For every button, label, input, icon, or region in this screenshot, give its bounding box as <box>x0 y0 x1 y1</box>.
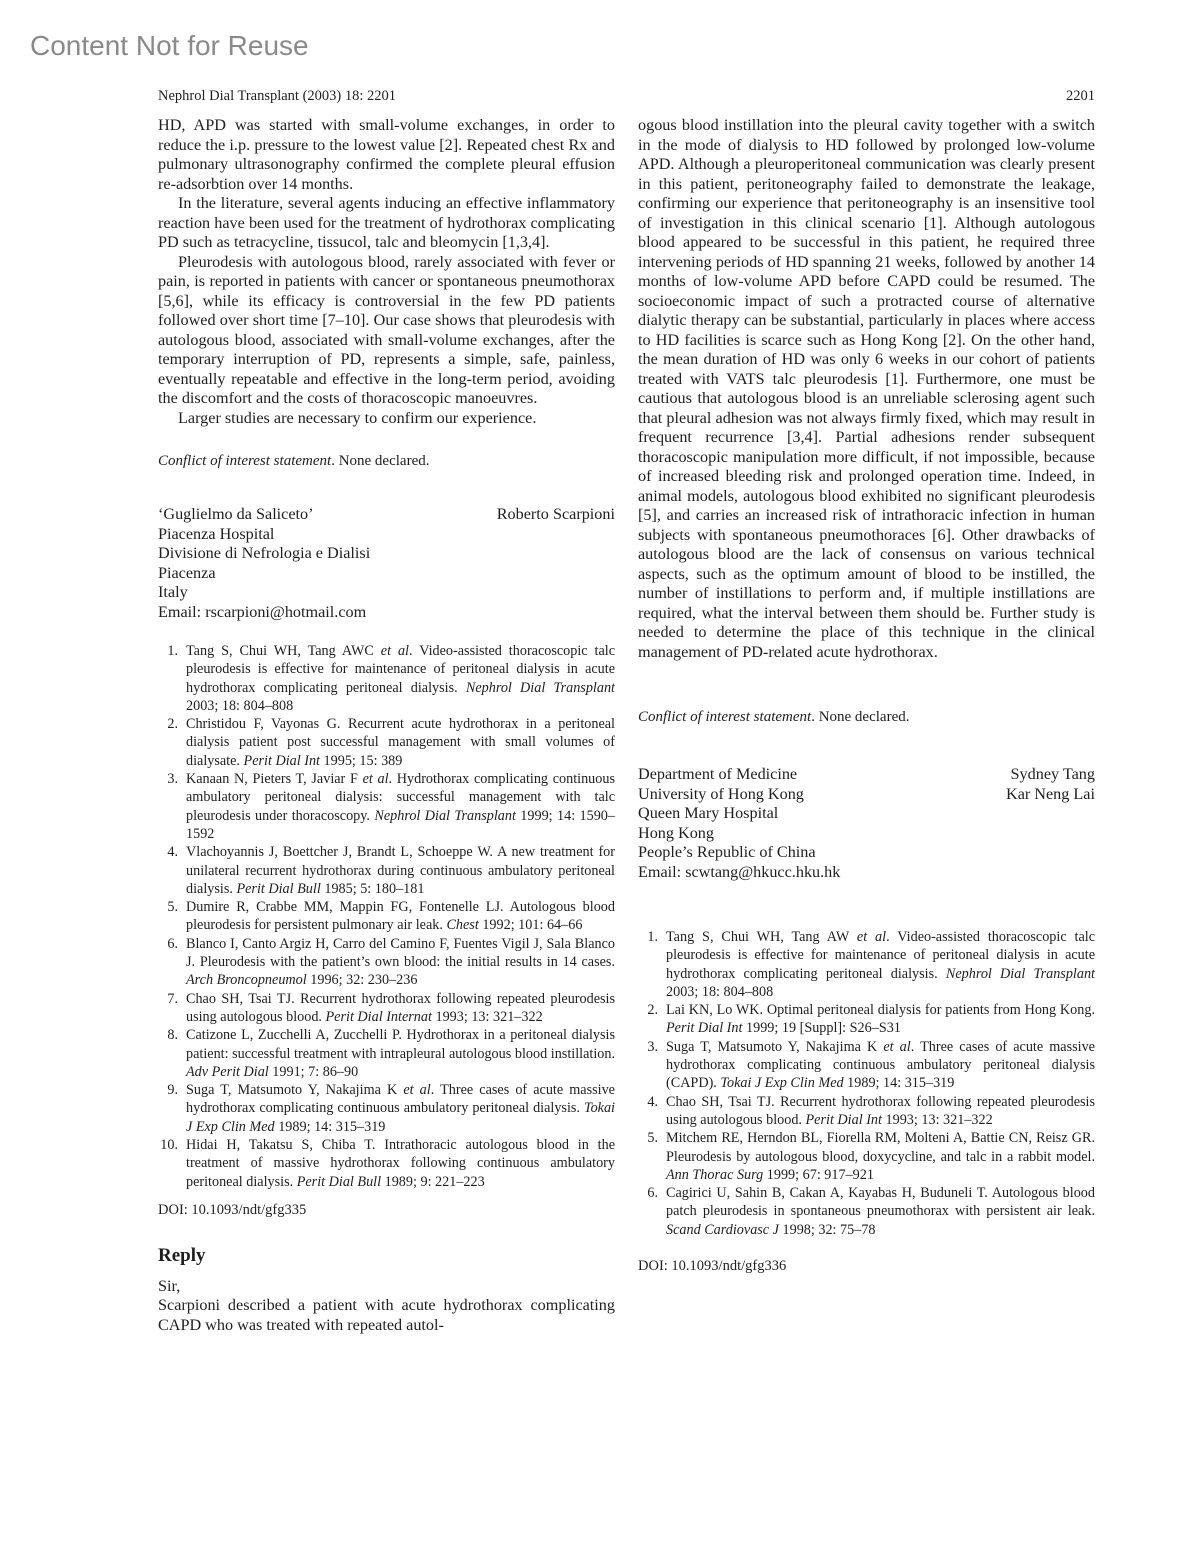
reference-item <box>638 1038 1095 1093</box>
reference-number: 4. <box>647 1093 658 1110</box>
reference-item <box>158 935 615 990</box>
page-number: 2201 <box>1066 88 1095 104</box>
author-names <box>497 505 615 525</box>
reference-details: 1993; 13: 321–322 <box>431 1008 543 1025</box>
reference-item <box>158 770 615 843</box>
reference-number: 7. <box>167 990 178 1007</box>
reference-number: 6. <box>647 1185 658 1202</box>
reference-number: 9. <box>167 1082 178 1099</box>
reference-authors: Christidou F, Vayonas G. Recurrent acute hydrothorax in a peritoneal dialysis patient post successful management with small volumes of dialysate. <box>186 716 615 769</box>
coi-text: . None declared. <box>811 709 910 725</box>
reference-journal: Chest <box>446 917 479 934</box>
coi-text: . None declared. <box>331 453 430 469</box>
reference-item <box>158 990 615 1027</box>
reference-authors: Hidai H, Takatsu S, Chiba T. Intrathoracic autologous blood in the treatment of massive hydrothorax following continuous ambulatory peritoneal dialysis. <box>186 1137 615 1190</box>
reference-authors: Vlachoyannis J, Boettcher J, Brandt L, Schoeppe W. A new treatment for unilateral recurrent hydrothorax during continuous ambulatory peritoneal dialysis. <box>186 844 615 897</box>
reference-et-al: et al <box>856 929 887 945</box>
reference-item <box>638 1129 1095 1184</box>
reference-number: 2. <box>647 1002 658 1019</box>
reference-list <box>638 928 1095 1239</box>
reference-number: 3. <box>167 771 178 788</box>
reference-journal: Perit Dial Int <box>805 1111 882 1128</box>
reference-authors: Cagirici U, Sahin B, Cakan A, Kayabas H, Buduneli T. Autologous blood patch pleurodesis in spontaneous pneumothorax with persistent air leak. <box>666 1185 1095 1220</box>
reference-item <box>158 843 615 898</box>
reference-et-al: et al <box>883 1038 911 1055</box>
reference-details: 1985; 5: 180–181 <box>320 880 425 897</box>
reference-journal: Perit Dial Bull <box>236 880 321 897</box>
reference-item <box>158 642 615 715</box>
reference-et-al: et al <box>380 643 409 659</box>
reference-authors: Blanco I, Canto Argiz H, Carro del Camino F, Fuentes Vigil J, Sala Blanco J. Pleurodesis with the patient’s own blood: the initial results in 14 cases. <box>186 935 615 971</box>
reference-details: 1999; 19 [Suppl]: S26–S31 <box>742 1020 901 1037</box>
reference-details: 1999; 14: 1590–1592 <box>186 807 615 842</box>
coi-label: Conflict of interest statement <box>158 453 332 469</box>
reference-journal: Perit Dial Int <box>243 752 320 769</box>
reference-number: 8. <box>167 1027 178 1044</box>
address-line: Divisione di Nefrologia e Dialisi <box>158 544 371 562</box>
reference-authors: Tang S, Chui WH, Tang AWC <box>186 643 381 659</box>
reference-title: . Video-assisted thoracoscopic talc pleurodesis is effective for maintenance of peritoneal dialysis in acute hydrothorax complicating peritoneal dialysis. <box>666 929 1096 982</box>
reference-journal: Adv Perit Dial <box>186 1063 269 1080</box>
reference-journal: Tokai J Exp Clin Med <box>720 1075 844 1092</box>
salutation: Sir, <box>158 1276 181 1295</box>
reference-journal: Scand Cardiovasc J <box>666 1221 779 1238</box>
reference-journal: Perit Dial Bull <box>296 1173 382 1190</box>
right-column <box>638 116 1095 1276</box>
coi-label: Conflict of interest statement <box>638 709 812 725</box>
author-names <box>1006 765 1095 804</box>
author-address <box>638 765 1095 882</box>
reference-details: 1989; 14: 315–319 <box>843 1075 955 1092</box>
author-address <box>158 505 615 622</box>
reference-details: 1993; 13: 321–322 <box>881 1111 993 1128</box>
address-line: University of Hong Kong <box>638 784 804 803</box>
address-line: Queen Mary Hospital <box>638 804 779 822</box>
reference-details: 1995; 15: 389 <box>319 752 403 769</box>
reference-list <box>158 642 615 1191</box>
reference-authors: Lai KN, Lo WK. Optimal peritoneal dialysis for patients from Hong Kong. <box>666 1002 1095 1019</box>
reference-journal: Nephrol Dial Transplant <box>945 965 1095 982</box>
reference-item <box>158 898 615 935</box>
reference-authors: Suga T, Matsumoto Y, Nakajima K <box>186 1082 404 1099</box>
reference-journal: Nephrol Dial Transplant <box>465 679 615 696</box>
reference-authors: Dumire R, Crabbe MM, Mappin FG, Fontenelle LJ. Autologous blood pleurodesis for persistent pulmonary air leak. <box>186 899 615 934</box>
reference-title: . Three cases of acute massive hydrothorax complicating continuous ambulatory peritoneal dialysis (CAPD). <box>666 1038 1095 1092</box>
letter-paragraph: In the literature, several agents inducing an effective inflammatory reaction have been used for the treatment of hydrothorax complicating PD such as tetracycline, tissucol, talc and bleomycin [1,3,4]. <box>158 194 615 251</box>
reference-details: 2003; 18: 804–808 <box>186 697 294 714</box>
reference-journal: Nephrol Dial Transplant <box>374 807 516 824</box>
reference-number: 10. <box>160 1137 178 1154</box>
author-name: Kar Neng Lai <box>1006 784 1095 803</box>
reference-item <box>638 1001 1095 1038</box>
reference-number: 5. <box>647 1130 658 1147</box>
address-line: Piacenza Hospital <box>158 524 275 543</box>
reference-number: 1. <box>167 643 178 659</box>
reference-journal: Perit Dial Internat <box>325 1008 432 1025</box>
reference-number: 4. <box>167 844 178 861</box>
address-line: People’s Republic of China <box>638 843 816 861</box>
running-head <box>158 88 1095 108</box>
reference-authors: Chao SH, Tsai TJ. Recurrent hydrothorax following repeated pleurodesis using autologous blood. <box>666 1093 1095 1128</box>
author-email: Email: rscarpioni@hotmail.com <box>158 602 367 621</box>
reference-item <box>158 1136 615 1191</box>
reference-et-al: et al <box>362 771 389 788</box>
reference-authors: Tang S, Chui WH, Tang AW <box>666 929 857 945</box>
address-line: Department of Medicine <box>638 765 798 783</box>
letter-paragraph: Larger studies are necessary to confirm our experience. <box>178 408 537 427</box>
reference-number: 2. <box>167 716 178 733</box>
reply-heading: Reply <box>158 1244 206 1266</box>
reply-paragraph: ogous blood instillation into the pleural cavity together with a switch in the mode of dialysis to HD followed by prolonged low-volume APD. Although a pleuroperitoneal communication was clearly present in this patient, peritoneography failed to demonstrate the leakage, confirming our experience that peritoneography is an insensitive tool of investigation in this clinical scenario [1]. Although autologous blood appeared to be successful in this patient, he required three intervening periods of HD spanning 21 weeks, followed by another 14 months of low-volume APD before CAPD could be resumed. The socioeconomic impact of such a protracted course of alternative dialytic therapy can be substantial, particularly in places where access to HD facilities is scarce such as Hong Kong [2]. On the other hand, the mean duration of HD was only 6 weeks in our cohort of patients treated with VATS talc pleurodesis [1]. Furthermore, one must be cautious that autologous blood is an unreliable sclerosing agent such that pleural adhesion was not always firmly fixed, which may result in frequent recurrence [3,4]. Partial adhesions render subsequent thoracoscopic manipulation more difficult, if not impossible, because of increased bleeding risk and prolonged operation time. Indeed, in animal models, autologous blood exhibited no significant pleurodesis [5], and carries an increased risk of intrathoracic infection in human subjects with spontaneous pneumothoraces [6]. Other drawbacks of autologous blood are the lack of consensus on various technical aspects, such as the optimum amount of blood to be instilled, the number of instillations to perform and, if multiple instillations are required, what the interval between them should be. Further study is needed to determine the place of this technique in the clinical management of PD-related acute hydrothorax. <box>638 116 1095 661</box>
doi: DOI: 10.1093/ndt/gfg335 <box>158 1201 307 1218</box>
author-name: Sydney Tang <box>1010 765 1095 783</box>
reference-details: 1996; 32: 230–236 <box>306 972 418 989</box>
reference-item <box>158 715 615 770</box>
left-column <box>158 116 615 1335</box>
reference-item <box>158 1026 615 1081</box>
letter-paragraph: Pleurodesis with autologous blood, rarely associated with fever or pain, is reported in patients with cancer or spontaneous pneumothorax [5,6], while its efficacy is controversial in the few PD patients followed over short time [7–10]. Our case shows that pleurodesis with autologous blood, associated with small-volume exchanges, after the temporary interruption of PD, represents a simple, safe, painless, eventually repeatable and effective in the long-term period, avoiding the discomfort and the costs of thoracoscopic manoeuvres. <box>158 252 615 407</box>
reference-item <box>638 928 1095 1001</box>
reply-paragraph-start: Scarpioni described a patient with acute hydrothorax complicating CAPD who was treated with repeated autol- <box>158 1296 615 1334</box>
reference-journal: Ann Thorac Surg <box>666 1166 764 1183</box>
reference-item <box>158 1081 615 1136</box>
reference-details: 1992; 101: 64–66 <box>478 917 583 934</box>
reference-details: 1989; 9: 221–223 <box>381 1173 485 1190</box>
watermark: Content Not for Reuse <box>30 30 309 61</box>
reference-item <box>638 1184 1095 1239</box>
address-line: ‘Guglielmo da Saliceto’ <box>158 505 314 523</box>
reference-item <box>638 1093 1095 1130</box>
reference-title: . Video-assisted thoracoscopic talc pleurodesis is effective for maintenance of peritoneal dialysis in acute hydrothorax complicating peritoneal dialysis. <box>186 643 616 696</box>
reference-title: . Hydrothorax complicating continuous ambulatory peritoneal dialysis: successful management with talc pleurodesis under thoracoscopy. <box>186 771 615 824</box>
address-line: Piacenza <box>158 563 216 582</box>
conflict-of-interest <box>638 708 1095 727</box>
reference-et-al: et al <box>403 1082 431 1099</box>
reference-authors: Catizone L, Zucchelli A, Zucchelli P. Hydrothorax in a peritoneal dialysis patient: successful treatment with intrapleural autologous blood instillation. <box>186 1027 615 1062</box>
reference-number: 1. <box>647 929 658 945</box>
reference-number: 6. <box>167 935 178 952</box>
address-line: Hong Kong <box>638 823 714 842</box>
reference-authors: Kanaan N, Pieters T, Javiar F <box>186 771 363 788</box>
doi: DOI: 10.1093/ndt/gfg336 <box>638 1258 787 1275</box>
reference-details: 2003; 18: 804–808 <box>666 983 774 1000</box>
letter-paragraph: HD, APD was started with small-volume exchanges, in order to reduce the i.p. pressure to the lowest value [2]. Repeated chest Rx and pulmonary ultrasonography confirmed the complete pleural effusion re-adsorbtion over 14 months. <box>158 116 615 193</box>
reference-authors: Mitchem RE, Herndon BL, Fiorella RM, Molteni A, Battie CN, Reisz GR. Pleurodesis by autologous blood, doxycycline, and talc in a rabbit model. <box>666 1130 1095 1165</box>
reference-journal: Arch Broncopneumol <box>186 972 307 989</box>
reference-details: 1998; 32: 75–78 <box>778 1221 876 1238</box>
reference-authors: Suga T, Matsumoto Y, Nakajima K <box>666 1038 884 1055</box>
author-name: Roberto Scarpioni <box>496 505 615 523</box>
conflict-of-interest <box>158 452 615 471</box>
address-line: Italy <box>158 583 188 601</box>
reference-journal: Tokai J Exp Clin Med <box>186 1100 615 1135</box>
journal-citation: Nephrol Dial Transplant (2003) 18: 2201 <box>158 88 397 104</box>
reference-details: 1999; 67: 917–921 <box>763 1166 874 1183</box>
reference-authors: Chao SH, Tsai TJ. Recurrent hydrothorax following repeated pleurodesis using autologous blood. <box>186 990 615 1025</box>
reference-details: 1989; 14: 315–319 <box>274 1118 386 1135</box>
reference-title: . Three cases of acute massive hydrothorax complicating continuous ambulatory peritoneal dialysis. <box>186 1082 615 1117</box>
reference-journal: Perit Dial Int <box>666 1020 743 1037</box>
reference-number: 5. <box>167 899 178 916</box>
reference-details: 1991; 7: 86–90 <box>268 1063 359 1080</box>
author-email: Email: scwtang@hkucc.hku.hk <box>638 862 841 881</box>
reference-number: 3. <box>647 1038 658 1055</box>
